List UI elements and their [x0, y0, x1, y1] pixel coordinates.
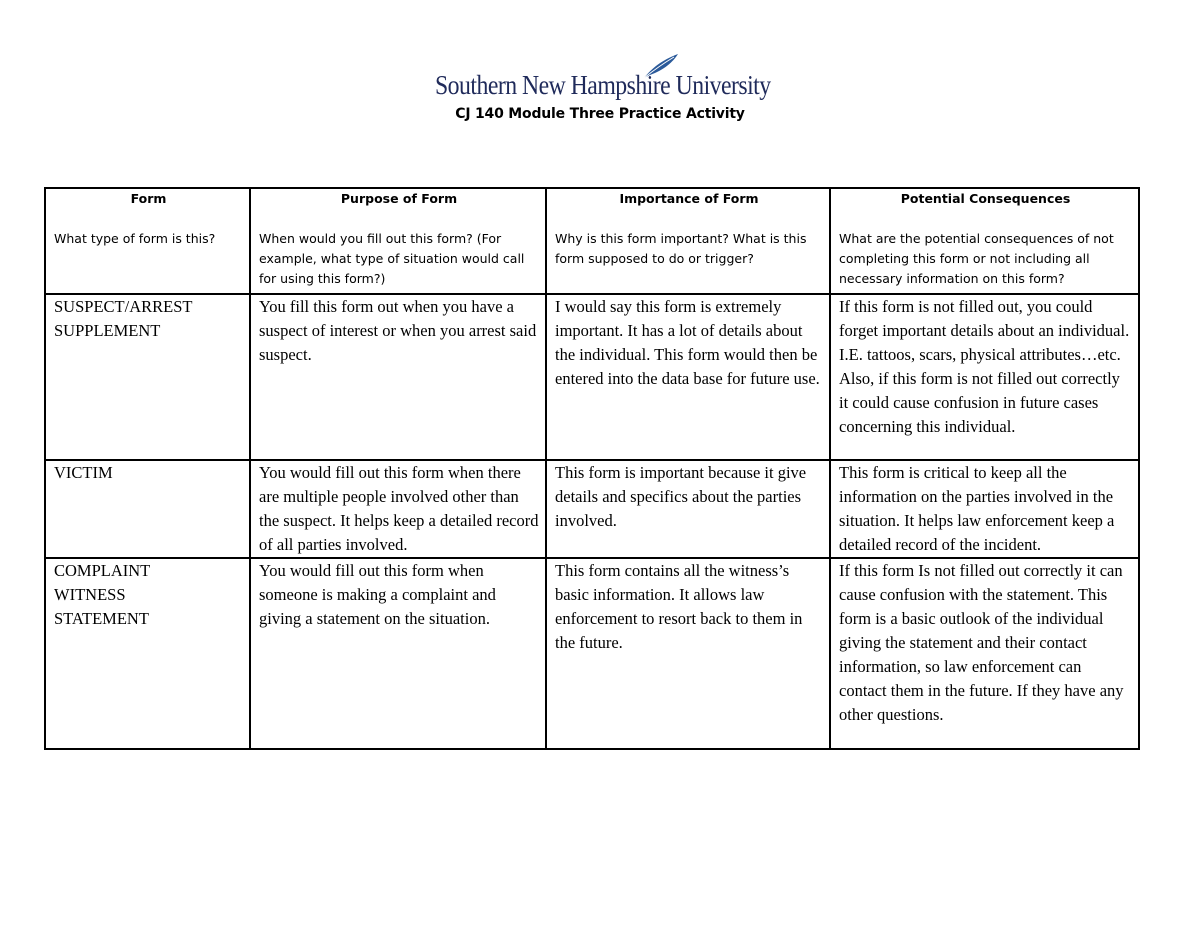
consequences-cell: If this form Is not filled out correctly it can cause confusion with the statement. This form is a basic outlook of the individual giving the statement and their contact information, so law enforcement can contact them in the future. If they have any other questions. — [830, 558, 1139, 749]
table-row — [45, 558, 1139, 749]
importance-cell: This form is important because it give details and specifics about the parties involved. — [546, 460, 830, 558]
purpose-cell: You would fill out this form when there are multiple people involved other than the suspect. It helps keep a detailed record of all parties involved. — [250, 460, 546, 558]
importance-cell: I would say this form is extremely important. It has a lot of details about the individual. This form would then be entered into the data base for future use. — [546, 294, 830, 460]
header-row — [45, 188, 1139, 294]
column-question: What type of form is this? — [54, 231, 216, 246]
column-title: Purpose of Form — [340, 191, 458, 206]
column-question: What are the potential consequences of not completing this form or not including all necessary information on this form? — [839, 231, 1114, 286]
consequences-cell: If this form is not filled out, you could forget important details about an individual. I.E. tattoos, scars, physical attributes…etc. Also, if this form is not filled out correctly it could cause confusion in future cases concerning this individual. — [830, 294, 1139, 460]
purpose-cell: You fill this form out when you have a suspect of interest or when you arrest said suspect. — [250, 294, 546, 460]
importance-cell: This form contains all the witness’s basic information. It allows law enforcement to resort back to them in the future. — [546, 558, 830, 749]
column-question: Why is this form important? What is this form supposed to do or trigger? — [555, 231, 807, 266]
university-logo — [435, 52, 771, 104]
form-cell: COMPLAINT WITNESS STATEMENT — [45, 558, 250, 749]
column-title: Importance of Form — [619, 191, 759, 206]
form-cell: SUSPECT/ARREST SUPPLEMENT — [45, 294, 250, 460]
document-title: CJ 140 Module Three Practice Activity — [455, 106, 745, 122]
column-question: When would you fill out this form? (For example, what type of situation would call for using this form?) — [259, 231, 525, 286]
header-cell-purpose — [250, 188, 546, 294]
header-cell-importance — [546, 188, 830, 294]
university-name: Southern New Hampshire University — [435, 70, 771, 100]
form-cell: VICTIM — [45, 460, 250, 558]
table-row — [45, 460, 1139, 558]
forms-table — [44, 187, 1140, 750]
header-cell-form — [45, 188, 250, 294]
column-title: Potential Consequences — [900, 191, 1071, 206]
column-title: Form — [130, 191, 167, 206]
consequences-cell: This form is critical to keep all the information on the parties involved in the situation. It helps law enforcement keep a detailed record of the incident. — [830, 460, 1139, 558]
header-cell-consequences — [830, 188, 1139, 294]
table-row — [45, 294, 1139, 460]
purpose-cell: You would fill out this form when someone is making a complaint and giving a statement on the situation. — [250, 558, 546, 749]
